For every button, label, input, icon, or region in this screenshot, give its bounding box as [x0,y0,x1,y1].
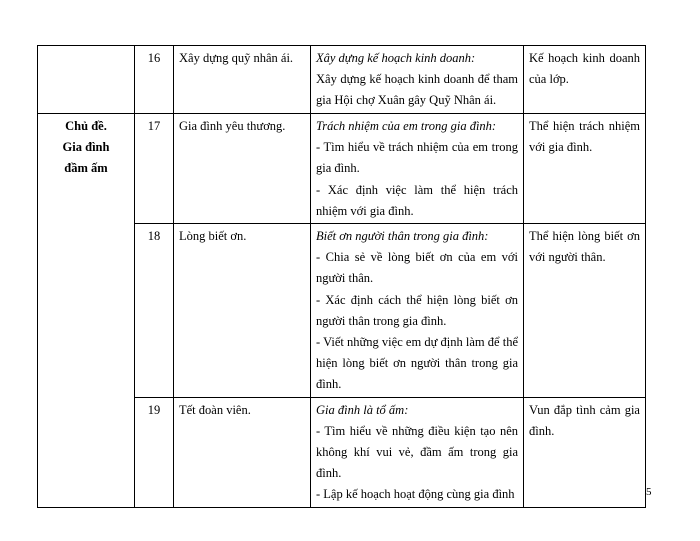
lesson-name: Gia đình yêu thương. [174,114,311,224]
table-row [38,114,646,224]
lesson-name: Tết đoàn viên. [174,397,311,507]
requirement: Vun đắp tình cảm gia đình. [524,397,646,507]
topic-line: Gia đình [62,140,110,155]
lesson-number: 17 [135,114,174,224]
topic-cell [38,114,135,508]
topic-cell-empty [38,46,135,114]
requirement: Thể hiện trách nhiệm với gia đình. [524,114,646,224]
content-title: Gia đình là tổ ấm: [316,402,409,417]
requirement: Thể hiện lòng biết ơn với người thân. [524,224,646,398]
lesson-name: Lòng biết ơn. [174,224,311,398]
content-line: - Lập kế hoạch hoạt động cùng gia đình [316,487,515,502]
content-title: Biết ơn người thân trong gia đình: [316,229,489,244]
topic-line: đầm ấm [64,161,108,176]
content-line: - Xác định cách thể hiện lòng biết ơn người thân trong gia đình. [316,292,518,328]
lesson-name: Xây dựng quỹ nhân ái. [174,46,311,114]
table-row [38,46,646,114]
requirement: Kế hoạch kinh doanh của lớp. [524,46,646,114]
content-title: Xây dựng kế hoạch kinh doanh: [316,51,476,65]
lesson-number: 16 [135,46,174,114]
content-line: - Viết những việc em dự định làm để thể hiện lòng biết ơn người thân trong gia đình. [316,335,518,392]
lesson-content [311,397,524,507]
lesson-content [311,224,524,398]
lesson-content [311,46,524,114]
lesson-plan-table [37,45,646,508]
content-line: Xây dựng kế hoạch kinh doanh để tham gia Hội chợ Xuân gây Quỹ Nhân ái. [316,72,518,108]
lesson-content [311,114,524,224]
content-line: - Xác định việc làm thể hiện trách nhiệm với gia đình. [316,182,518,218]
content-line: - Chia sẻ về lòng biết ơn của em với người thân. [316,250,518,286]
topic-line: Chủ đề. [65,119,107,133]
content-title: Trách nhiệm của em trong gia đình: [316,119,497,133]
content-line: - Tìm hiểu về những điều kiện tạo nên không khí vui vẻ, đầm ấm trong gia đình. [316,423,518,481]
lesson-number: 18 [135,224,174,398]
page-number: 5 [646,486,652,498]
content-line: - Tìm hiểu về trách nhiệm của em trong gia đình. [316,140,518,176]
lesson-number: 19 [135,397,174,507]
